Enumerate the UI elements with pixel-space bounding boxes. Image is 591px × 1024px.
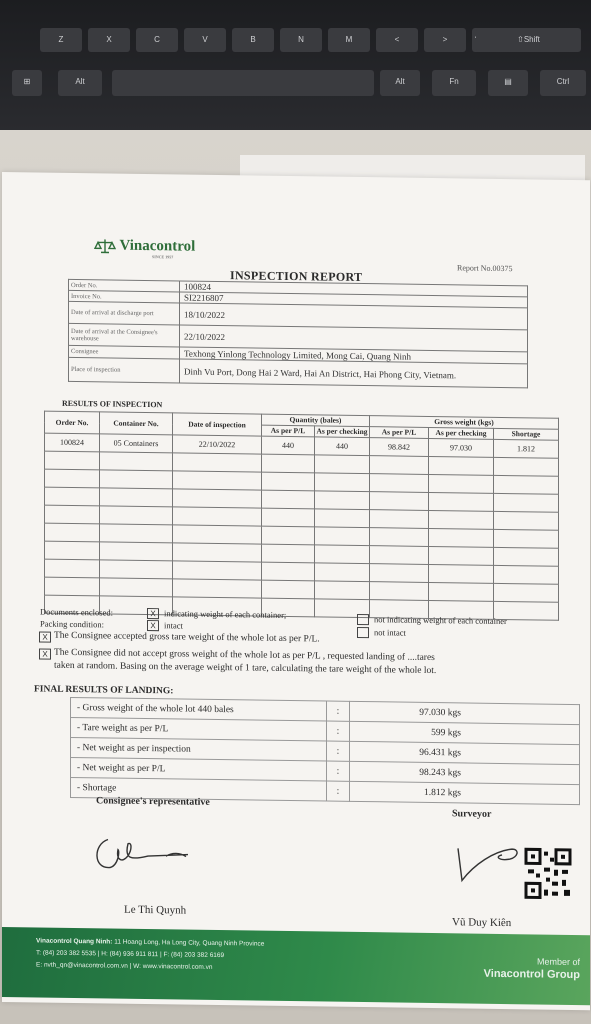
final-results-table xyxy=(70,697,580,805)
checkbox-not-accepted: X xyxy=(39,649,51,660)
gross-weight-value: 97.030 kgs xyxy=(350,701,580,724)
consignee-signature xyxy=(88,829,198,881)
final-results-title: FINAL RESULTS OF LANDING: xyxy=(34,684,174,697)
results-title: RESULTS OF INSPECTION xyxy=(62,398,163,410)
cell-date: 22/10/2022 xyxy=(173,435,262,454)
arrival-warehouse-value: 22/10/2022 xyxy=(180,325,528,352)
keyboard xyxy=(0,0,591,130)
footer-phones: T: (84) 203 382 5535 | H: (84) 936 911 811 | F: (84) 203 382 6169 xyxy=(36,949,225,960)
order-no-value: 100824 xyxy=(180,281,528,297)
place-of-inspection-label: Place of inspection xyxy=(69,357,180,383)
documents-enclosed-label: Documents enclosed: xyxy=(40,606,113,618)
header-gross-weight: Gross weight (kgs) xyxy=(370,416,559,430)
cell-order: 100824 xyxy=(45,433,100,452)
cell-shortage: 1.812 xyxy=(494,439,559,458)
report-title: INSPECTION REPORT xyxy=(230,268,363,285)
results-table xyxy=(44,411,559,621)
net-weight-inspection-label: Net weight as per inspection xyxy=(82,742,191,755)
dash: - xyxy=(77,722,81,733)
cell-gw-check: 97.030 xyxy=(429,438,494,457)
key-v: V xyxy=(184,28,226,52)
footer-group: Vinacontrol Group xyxy=(483,967,580,982)
net-weight-pl-label: Net weight as per P/L xyxy=(82,762,166,774)
consignee-label: Consignee xyxy=(69,345,180,359)
header-qty-as-per-checking: As per checking xyxy=(316,426,368,437)
footer-address: 11 Hoang Long, Ha Long City, Quang Ninh Province xyxy=(112,938,265,948)
header-qty-as-per-pl: As per P/L xyxy=(262,425,315,437)
not-accepted-statement-line2: taken at random. Basing on the average weight of 1 tare, calculating the tare weight of the whole lot. xyxy=(54,660,437,677)
key-b: B xyxy=(232,28,274,52)
inspection-report-page xyxy=(2,172,590,1010)
footer-company: Vinacontrol Quang Ninh: xyxy=(36,937,113,946)
logo-text: Vinacontrol xyxy=(119,237,196,255)
header-order-no: Order No. xyxy=(45,411,100,434)
packing-condition-label: Packing condition: xyxy=(40,618,104,630)
accepted-statement: The Consignee accepted gross tare weight of the whole lot as per P/L. xyxy=(54,630,320,645)
checkbox-intact: X xyxy=(147,620,159,631)
surveyor-label: Surveyor xyxy=(452,808,492,820)
key-n: N xyxy=(280,28,322,52)
key-space xyxy=(112,70,374,96)
dash: - xyxy=(77,782,81,793)
key-period: > xyxy=(424,28,466,52)
footer xyxy=(2,927,590,1005)
not-indicating-weight-label: not indicating weight of each container xyxy=(374,614,507,627)
surveyor-name: Vũ Duy Kiên xyxy=(452,916,512,930)
report-number: Report No.00375 xyxy=(457,263,513,274)
dash: - xyxy=(77,742,81,753)
shortage-value: 1.812 kgs xyxy=(350,781,580,804)
shortage-label: Shortage xyxy=(82,782,117,794)
checkbox-not-intact xyxy=(357,627,369,638)
place-of-inspection-value: Dinh Vu Port, Dong Hai 2 Ward, Hai An District, Hai Phong City, Vietnam. xyxy=(180,359,528,388)
header-shortage: Shortage xyxy=(494,428,559,440)
cell-qty-check: 440 xyxy=(315,437,370,456)
key-fn: Fn xyxy=(432,70,476,96)
intact-label: intact xyxy=(164,620,183,631)
checkbox-indicating-weight: X xyxy=(147,608,159,619)
separator: : xyxy=(327,741,350,761)
not-intact-label: not intact xyxy=(374,627,406,638)
checkbox-not-indicating-weight xyxy=(357,614,369,625)
logo-since: SINCE 1957 xyxy=(152,254,174,260)
key-comma: < xyxy=(376,28,418,52)
separator: : xyxy=(327,721,350,741)
consignee-value: Texhong Yinlong Technology Limited, Mong Cai, Quang Ninh xyxy=(180,347,528,364)
windows-key-icon: ⊞ xyxy=(12,70,42,96)
dash: - xyxy=(77,702,81,713)
cell-gw-pl: 98.842 xyxy=(370,438,429,457)
tare-weight-value: 599 kgs xyxy=(350,721,580,744)
surveyor-signature xyxy=(454,844,524,885)
key-alt-left: Alt xyxy=(58,70,102,96)
arrival-port-value: 18/10/2022 xyxy=(180,303,528,330)
consignee-name: Le Thi Quynh xyxy=(124,903,187,917)
header-gw-as-per-pl: As per P/L xyxy=(370,427,429,439)
order-info-table xyxy=(68,279,528,388)
invoice-no-value: SI2216807 xyxy=(180,292,528,308)
not-accepted-statement-line1: The Consignee did not accept gross weight of the whole lot as per P/L , requested landing of ....tares xyxy=(54,647,435,664)
separator: : xyxy=(327,781,350,801)
footer-member-of: Member of xyxy=(536,956,580,968)
cell-container: 05 Containers xyxy=(100,434,173,453)
cell-qty-pl: 440 xyxy=(262,436,315,455)
checkbox-accepted: X xyxy=(39,632,51,643)
menu-key-icon: ▤ xyxy=(488,70,528,96)
order-no-label: Order No. xyxy=(69,279,180,292)
indicating-weight-label: indicating weight of each container; xyxy=(164,608,287,620)
invoice-no-label: Invoice No. xyxy=(69,290,180,303)
footer-web: E: nvth_qn@vinacontrol.com.vn | W: www.vinacontrol.com.vn xyxy=(36,961,213,971)
net-weight-inspection-value: 96.431 kgs xyxy=(350,741,580,764)
dash: - xyxy=(77,762,81,773)
qr-code-icon xyxy=(524,847,572,900)
key-c: C xyxy=(136,28,178,52)
key-alt-right: Alt xyxy=(380,70,420,96)
key-m: M xyxy=(328,28,370,52)
separator: : xyxy=(327,761,350,781)
separator: : xyxy=(327,701,350,721)
key-z: Z xyxy=(40,28,82,52)
header-date-of-inspection: Date of inspection xyxy=(173,413,262,436)
key-shift: ⇧Shift xyxy=(476,28,581,52)
arrival-warehouse-label: Date of arrival at the Consignee's warehouse xyxy=(69,323,180,347)
net-weight-pl-value: 98.243 kgs xyxy=(350,761,580,784)
header-gw-as-per-checking: As per checking xyxy=(429,427,494,439)
vinacontrol-logo xyxy=(94,237,196,260)
key-ctrl: Ctrl xyxy=(540,70,586,96)
arrival-port-label: Date of arrival at discharge port xyxy=(69,301,180,325)
scale-icon xyxy=(94,238,116,254)
header-quantity: Quantity (bales) xyxy=(262,414,370,427)
gross-weight-label: Gross weight of the whole lot 440 bales xyxy=(82,702,234,715)
key-x: X xyxy=(88,28,130,52)
header-container-no: Container No. xyxy=(100,412,173,435)
consignee-representative-label: Consignee's representative xyxy=(96,795,210,808)
footer-address-line xyxy=(36,937,264,947)
tare-weight-label: Tare weight as per P/L xyxy=(82,722,169,734)
